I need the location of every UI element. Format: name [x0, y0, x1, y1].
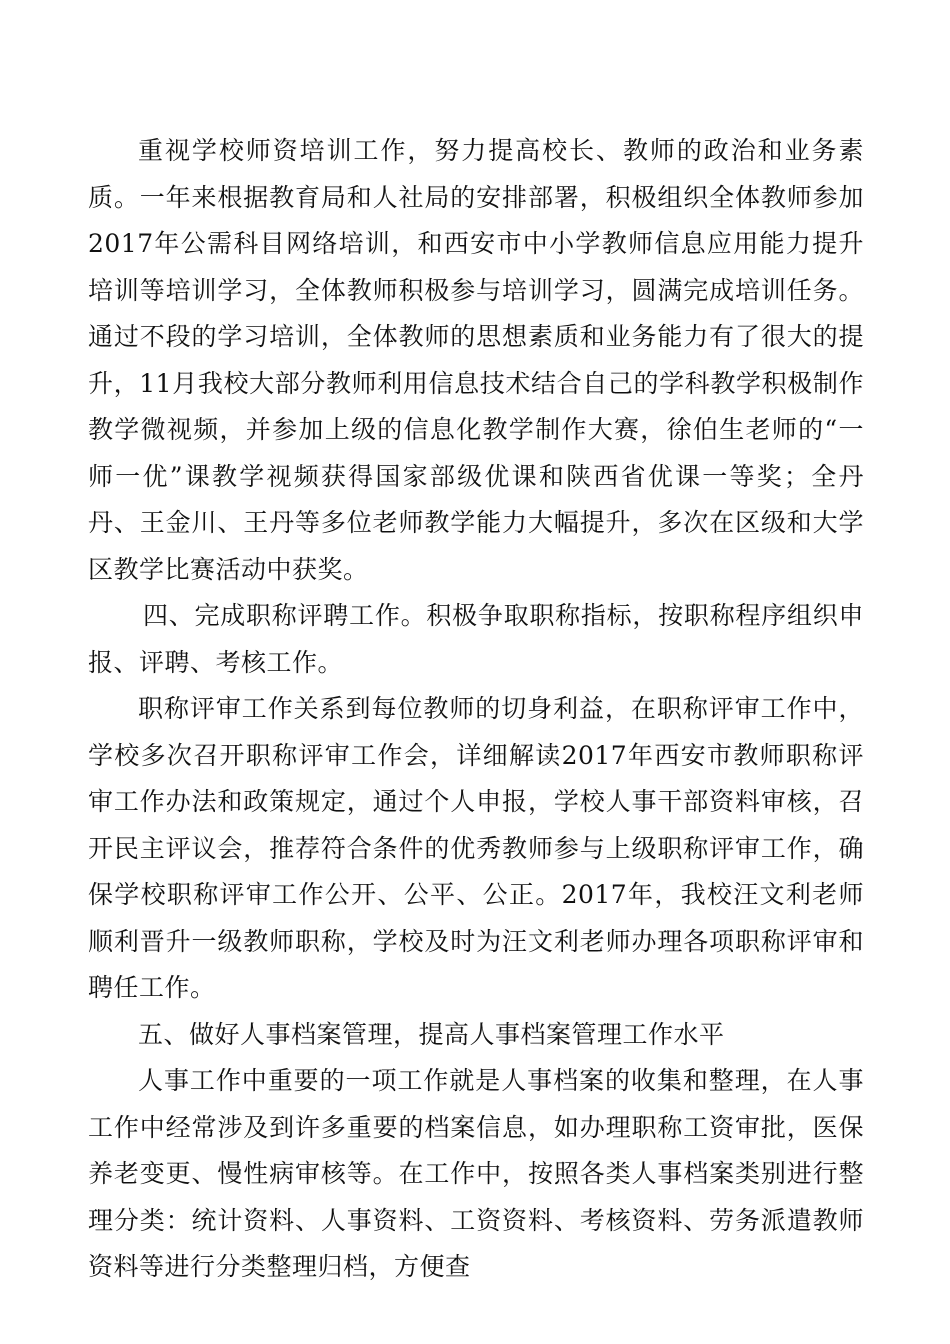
paragraph-personnel-archives: 人事工作中重要的一项工作就是人事档案的收集和整理，在人事工作中经常涉及到许多重要的档案信息，如办理职称工资审批，医保养老变更、慢性病审核等。在工作中，按照各类人事档案类别进行整理分类：统计资料、人事资料、工资资料、考核资料、劳务派遣教师资料等进行分类整理归档，方便查	[88, 1066, 864, 1281]
paragraph-title-evaluation: 职称评审工作关系到每位教师的切身利益，在职称评审工作中，学校多次召开职称评审工作会，详细解读2017年西安市教师职称评审工作办法和政策规定，通过个人申报，学校人事干部资料审核，召开民主评议会，推荐符合条件的优秀教师参与上级职称评审工作，确保学校职称评审工作公开、公平、公正。2017年，我校汪文利老师顺利晋升一级教师职称，学校及时为汪文利老师办理各项职称评审和聘任工作。	[88, 694, 864, 1002]
document-body	[88, 128, 864, 1291]
section-heading-personnel-archives: 五、做好人事档案管理，提高人事档案管理工作水平	[138, 1019, 725, 1049]
paragraph-teacher-training: 重视学校师资培训工作，努力提高校长、教师的政治和业务素质。一年来根据教育局和人社局的安排部署，积极组织全体教师参加2017年公需科目网络培训，和西安市中小学教师信息应用能力提升培训等培训学习，全体教师积极参与培训学习，圆满完成培训任务。通过不段的学习培训，全体教师的思想素质和业务能力有了很大的提升，11月我校大部分教师利用信息技术结合自己的学科教学积极制作教学微视频，并参加上级的信息化教学制作大赛，徐伯生老师的“一师一优”课教学视频获得国家部级优课和陕西省优课一等奖；全丹丹、王金川、王丹等多位老师教学能力大幅提升，多次在区级和大学区教学比赛活动中获奖。	[88, 136, 864, 584]
section-heading-title-evaluation: 四、完成职称评聘工作。积极争取职称指标，按职称程序组织申报、评聘、考核工作。	[88, 601, 864, 677]
